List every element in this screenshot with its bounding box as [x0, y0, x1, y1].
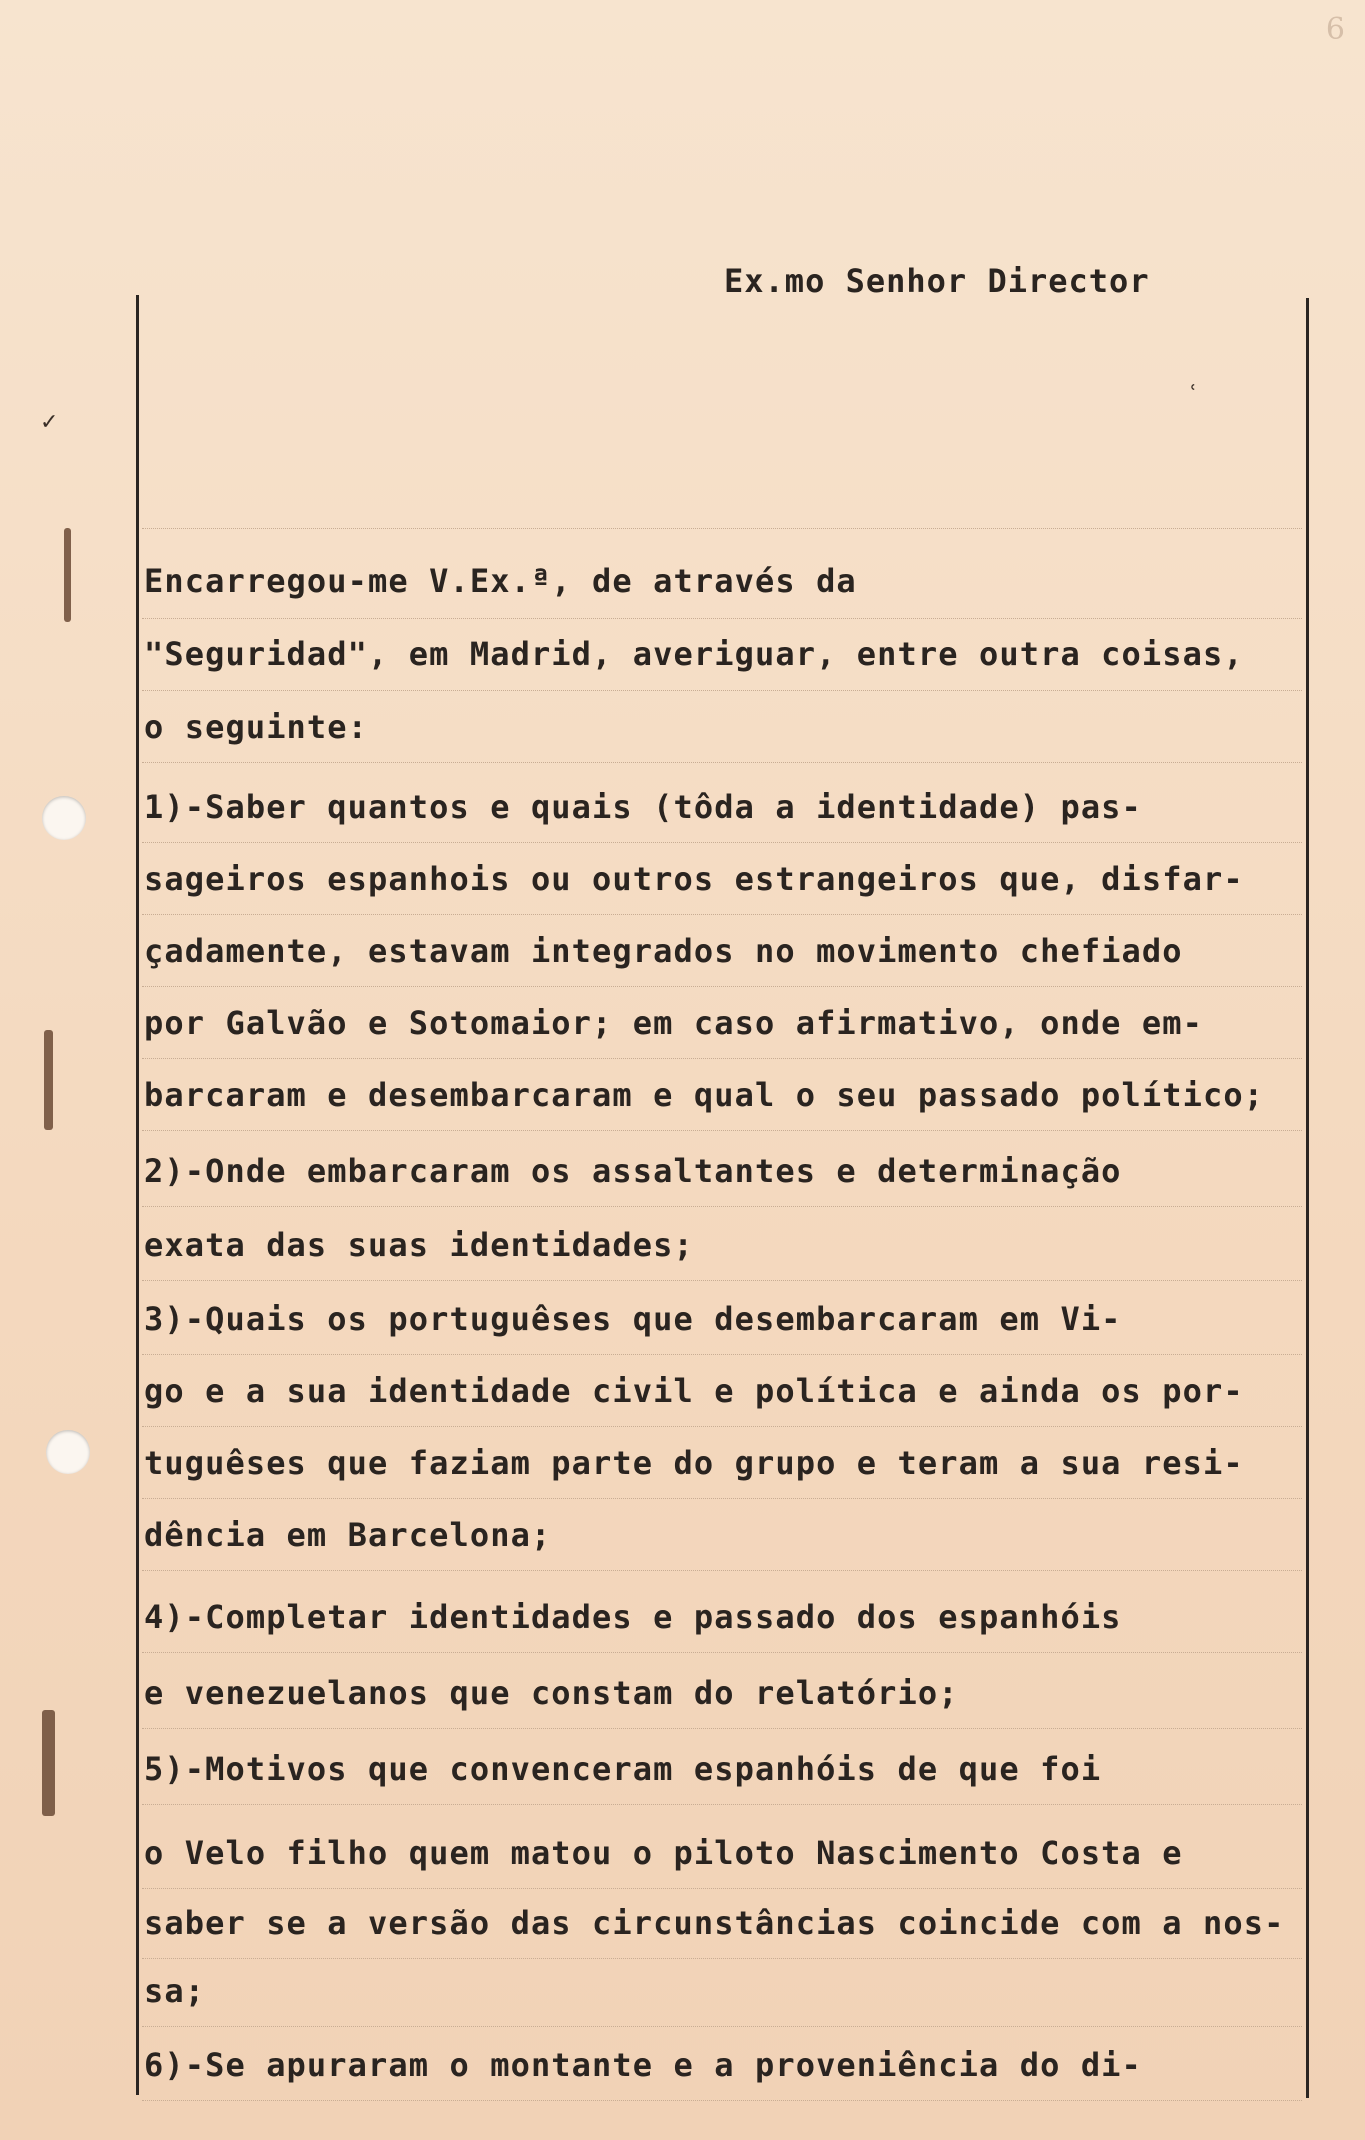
dotted-guideline — [142, 1280, 1302, 1281]
dotted-guideline — [142, 2100, 1302, 2101]
dotted-guideline — [142, 762, 1302, 763]
dotted-guideline — [142, 842, 1302, 843]
dotted-guideline — [142, 1498, 1302, 1499]
punch-hole-top — [42, 796, 86, 840]
text-line: barcaram e desembarcaram e qual o seu passado político; — [144, 1076, 1265, 1114]
text-line: sa; — [144, 1972, 206, 2010]
text-line: por Galvão e Sotomaior; em caso afirmativo, onde em- — [144, 1004, 1204, 1042]
tick-mark: ʿ — [1190, 382, 1197, 407]
text-line: e venezuelanos que constam do relatório; — [144, 1674, 959, 1712]
dotted-guideline — [142, 1728, 1302, 1729]
text-line: 4)-Completar identidades e passado dos espanhóis — [144, 1598, 1122, 1636]
dotted-guideline — [142, 1958, 1302, 1959]
text-line: go e a sua identidade civil e política e ainda os por- — [144, 1372, 1244, 1410]
dotted-guideline — [142, 1888, 1302, 1889]
text-line: Encarregou-me V.Ex.ª, de através da — [144, 562, 857, 600]
dotted-guideline — [142, 914, 1302, 915]
text-line: 2)-Onde embarcaram os assaltantes e determinação — [144, 1152, 1122, 1190]
text-line: 1)-Saber quantos e quais (tôda a identidade) pas- — [144, 788, 1142, 826]
dotted-guideline — [142, 1206, 1302, 1207]
dotted-guideline — [142, 1058, 1302, 1059]
page-number: 6 — [1325, 12, 1345, 47]
text-line: çadamente, estavam integrados no movimento chefiado — [144, 932, 1183, 970]
dotted-guideline — [142, 1804, 1302, 1805]
text-line: 6)-Se apuraram o montante e a proveniência do di- — [144, 2046, 1142, 2084]
staple-mark-lower — [42, 1710, 55, 1816]
dotted-guideline — [142, 618, 1302, 619]
dotted-guideline — [142, 528, 1302, 529]
text-line: dência em Barcelona; — [144, 1516, 552, 1554]
right-margin-rule — [1306, 298, 1309, 2098]
text-line: tuguêses que faziam parte do grupo e teram a sua resi- — [144, 1444, 1244, 1482]
text-line: exata das suas identidades; — [144, 1226, 694, 1264]
staple-mark-upper — [64, 528, 71, 622]
text-line: o Velo filho quem matou o piloto Nascimento Costa e — [144, 1834, 1183, 1872]
tick-mark: ✓ — [40, 410, 59, 435]
text-line: 5)-Motivos que convenceram espanhóis de que foi — [144, 1750, 1102, 1788]
dotted-guideline — [142, 1426, 1302, 1427]
dotted-guideline — [142, 1354, 1302, 1355]
text-line: "Seguridad", em Madrid, averiguar, entre outra coisas, — [144, 635, 1244, 673]
salutation: Ex.mo Senhor Director — [724, 262, 1150, 300]
left-margin-rule — [136, 295, 139, 2095]
text-line: sageiros espanhois ou outros estrangeiros que, disfar- — [144, 860, 1244, 898]
staple-mark-middle — [44, 1030, 53, 1130]
text-line: o seguinte: — [144, 708, 369, 746]
dotted-guideline — [142, 690, 1302, 691]
punch-hole-bottom — [46, 1430, 90, 1474]
dotted-guideline — [142, 1652, 1302, 1653]
dotted-guideline — [142, 986, 1302, 987]
dotted-guideline — [142, 1570, 1302, 1571]
text-line: 3)-Quais os portuguêses que desembarcaram em Vi- — [144, 1300, 1122, 1338]
dotted-guideline — [142, 1130, 1302, 1131]
dotted-guideline — [142, 2026, 1302, 2027]
text-line: saber se a versão das circunstâncias coincide com a nos- — [144, 1904, 1285, 1942]
